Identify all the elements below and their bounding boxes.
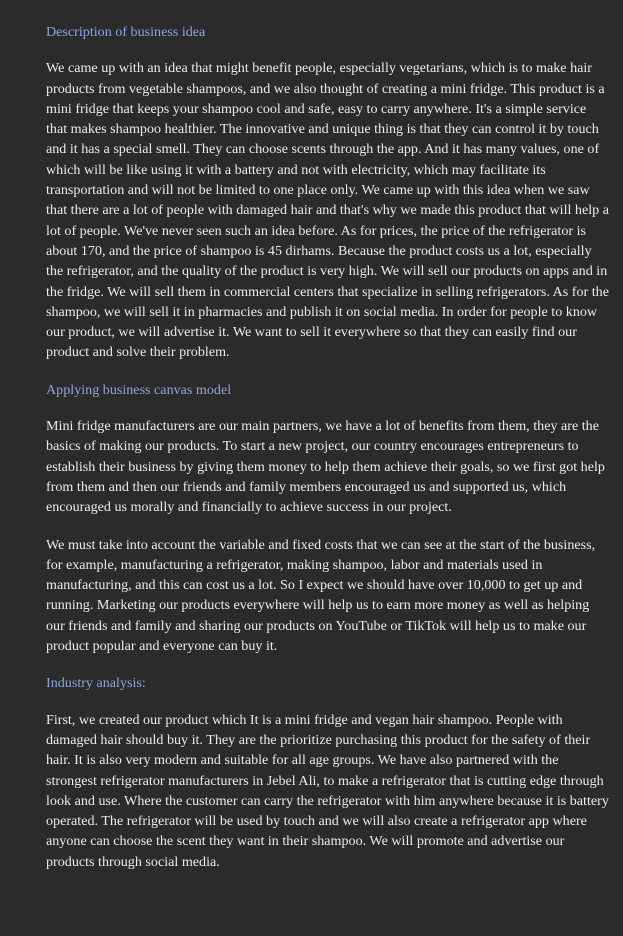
- section-heading-industry-analysis: Industry analysis:: [46, 675, 146, 692]
- section-heading-canvas-model: Applying business canvas model: [46, 381, 232, 398]
- section-heading-description: Description of business idea: [46, 24, 206, 40]
- paragraph-industry: First, we created our product which It is a mini fridge and vegan hair shampoo. People with damaged hair should buy it. They are the prioritize purchasing this product for the safety of their hair. It is also very modern and suitable for all age groups. We have also partnered with the strongest refrigerator manufacturers in Jebel Ali, to make a refrigerator that is cutting edge through look and use. Where the customer can carry the refrigerator with him anywhere because it is battery operated. The refrigerator will be used by touch and we will also create a refrigerator app where anyone can choose the scent they want in their shampoo. We will promote and advertise our products through social media.: [46, 711, 609, 870]
- paragraph-costs: We must take into account the variable and fixed costs that we can see at the start of the business, for example, manufacturing a refrigerator, making shampoo, labor and materials used in manufacturing, and this can cost us a lot. So I expect we should have over 10,000 to get up and running. Marketing our products everywhere will help us to earn more money as well as helping our friends and family and sharing our products on YouTube or TikTok will help us to make our product popular and everyone can buy it.: [46, 536, 596, 655]
- paragraph-business-idea: We came up with an idea that might benefit people, especially vegetarians, which is to make hair products from vegetable shampoos, and we also thought of creating a mini fridge. This product is a mini fridge that keeps your shampoo cool and safe, easy to carry anywhere. It's a simple service that makes shampoo healthier. The innovative and unique thing is that they can control it by touch and it has a special smell. They can choose scents through the app. And it has many values, one of which will be like using it with a battery and not with electricity, which may facilitate its transportation and will not be limited to one place only. We came up with this idea when we saw that there are a lot of people with damaged hair and that's why we made this product that will help a lot of people. We've never seen such an idea before. As for prices, the price of the refrigerator is about 170, and the price of shampoo is 45 dirhams. Because the product costs us a lot, especially the refrigerator, and the quality of the product is very high. We will sell our products on apps and in the fridge. We will sell them in commercial centers that specialize in selling refrigerators. As for the shampoo, we will sell it in pharmacies and publish it on social media. In order for people to know our product, we will advertise it. We want to sell it everywhere so that they can easily find our product and solve their problem.: [46, 60, 609, 361]
- paragraph-partners: Mini fridge manufacturers are our main partners, we have a lot of benefits from them, they are the basics of making our products. To start a new project, our country encourages entrepreneurs to establish their business by giving them money to help them achieve their goals, so we first got help from them and then our friends and family members encouraged us and supported us, which encouraged us morally and financially to achieve success in our project.: [46, 418, 605, 516]
